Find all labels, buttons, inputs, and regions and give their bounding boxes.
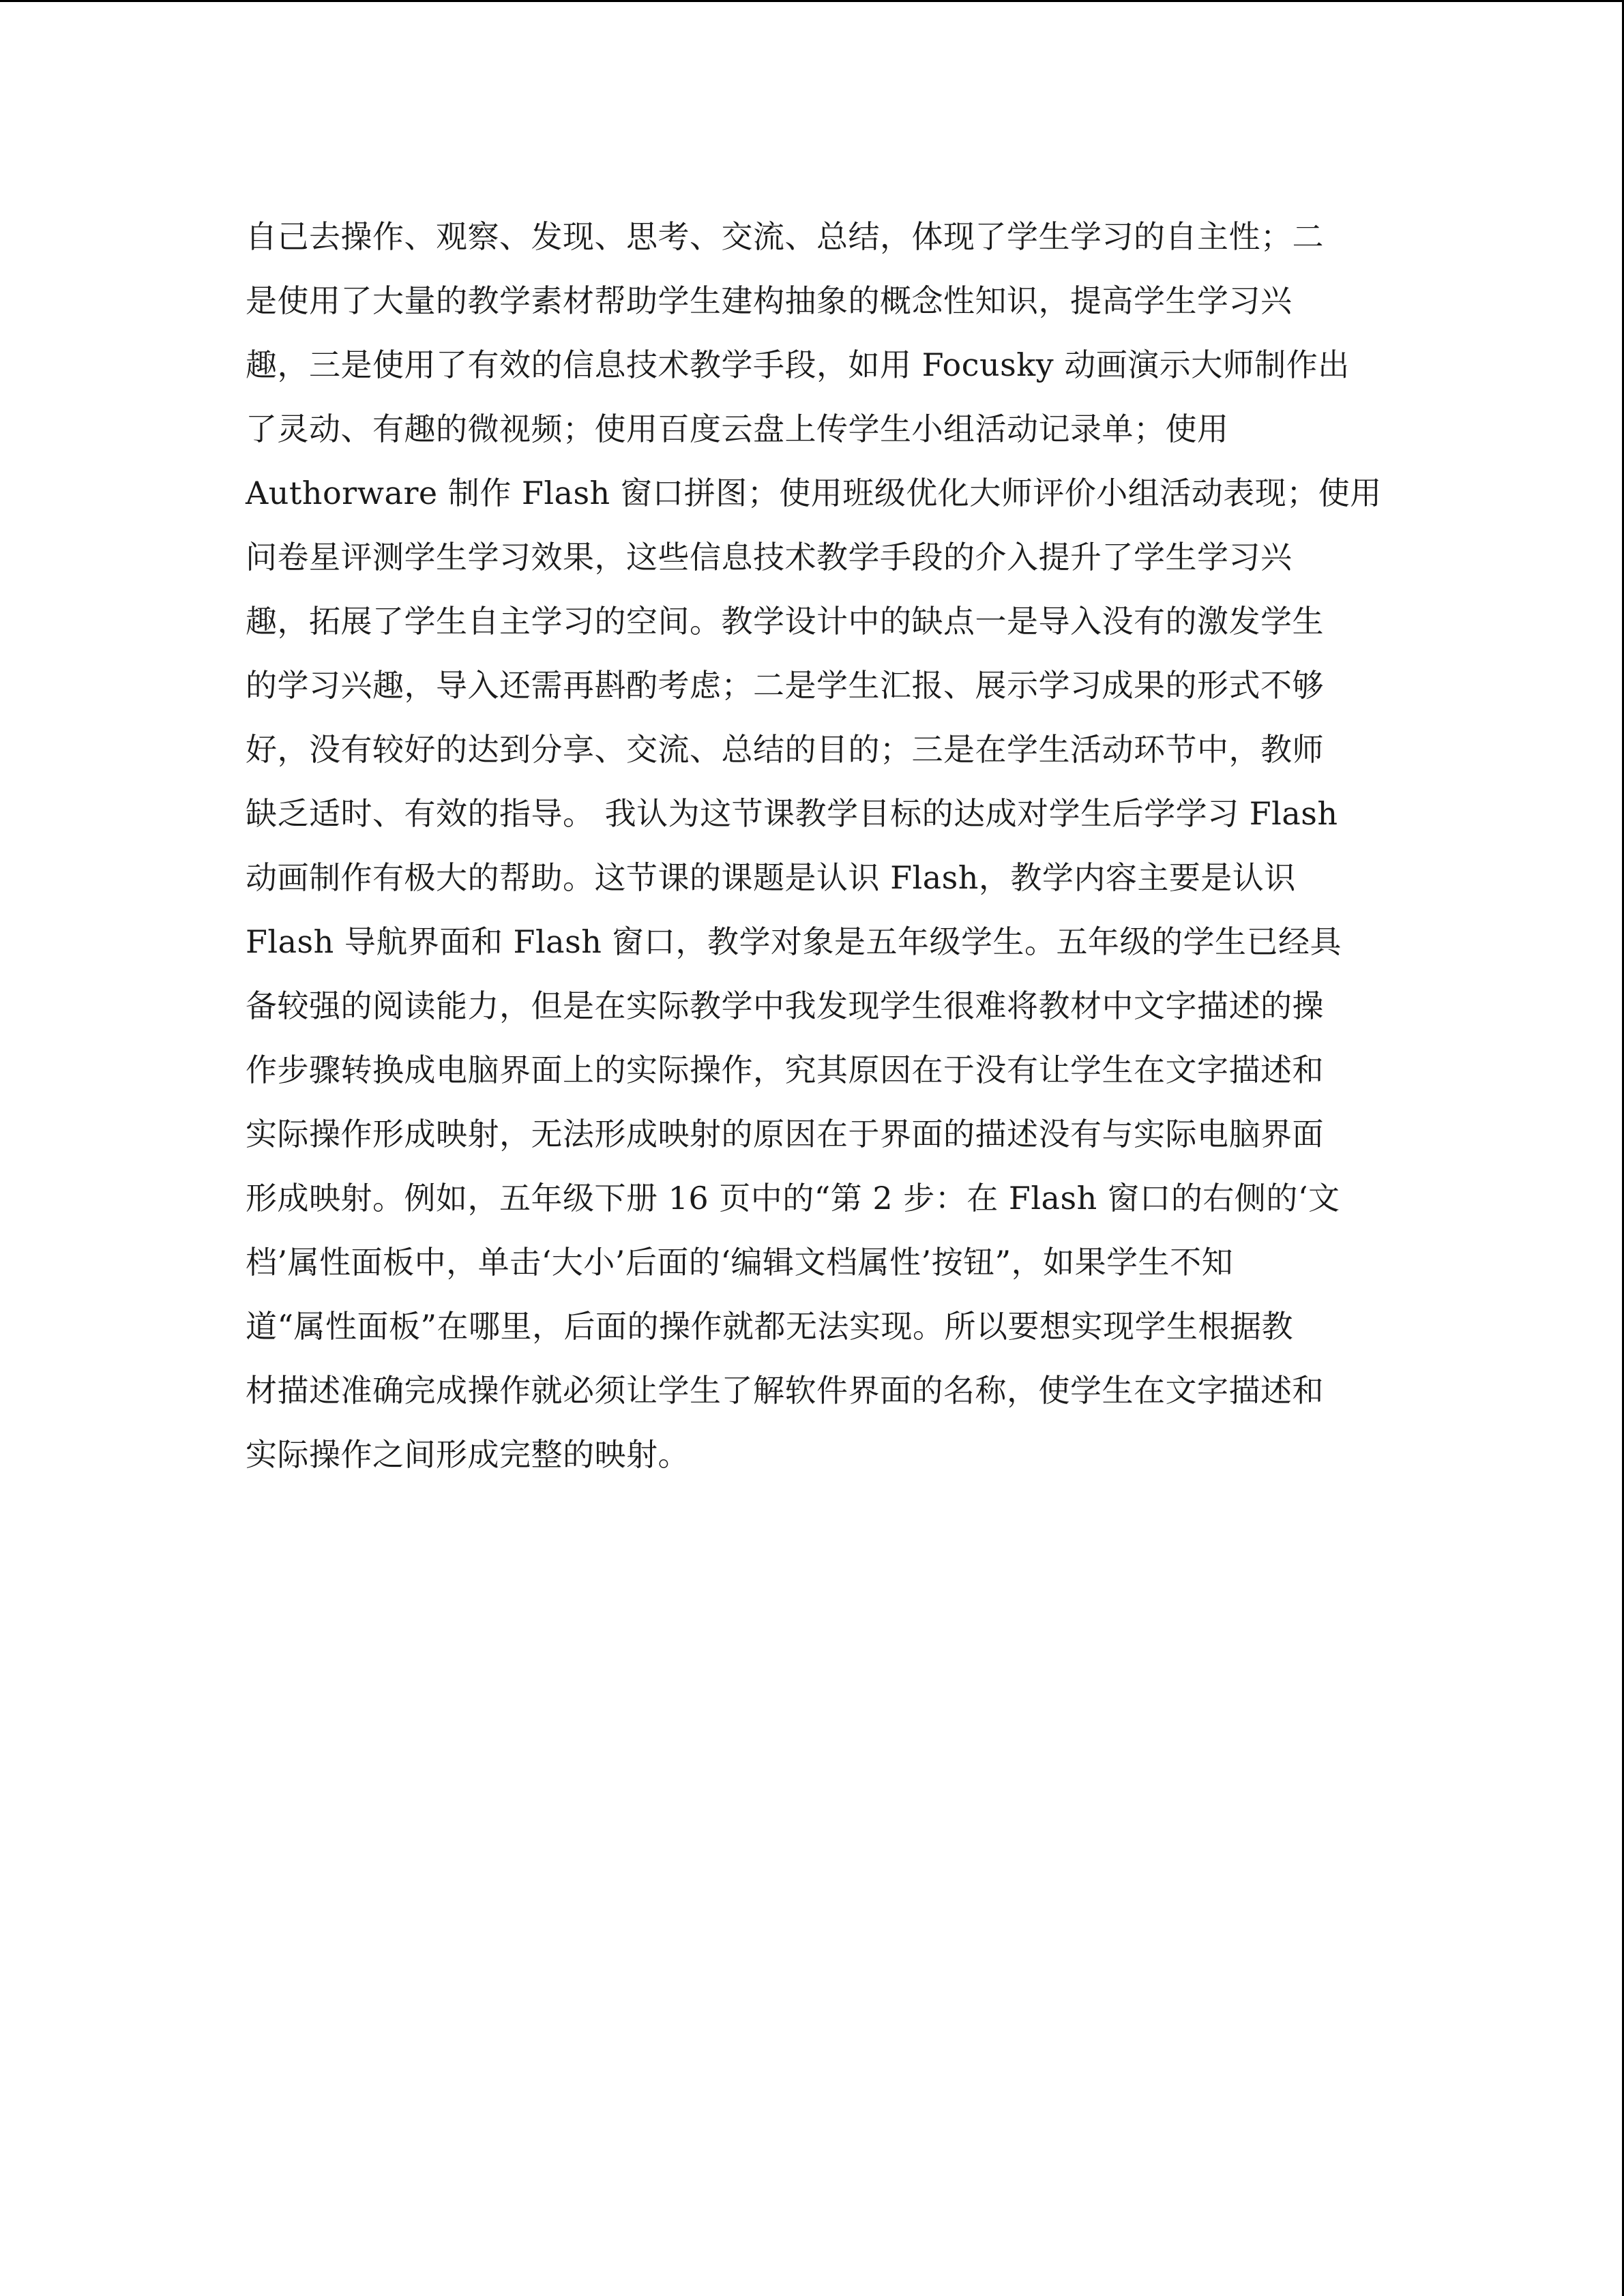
text-line: 作步骤转换成电脑界面上的实际操作，究其原因在于没有让学生在文字描述和 (246, 1052, 1324, 1088)
text-line: 缺乏适时、有效的指导。 我认为这节课教学目标的达成对学生后学学习 Flash (246, 795, 1338, 832)
text-line: 的学习兴趣，导入还需再斟酌考虑；二是学生汇报、展示学习成果的形式不够 (246, 667, 1324, 704)
text-line: Flash 导航界面和 Flash 窗口，教学对象是五年级学生。五年级的学生已经具 (246, 923, 1342, 960)
text-line: 备较强的阅读能力，但是在实际教学中我发现学生很难将教材中文字描述的操 (246, 987, 1324, 1024)
text-line: Authorware 制作 Flash 窗口拼图；使用班级优化大师评价小组活动表现；使用 (246, 475, 1382, 511)
text-line: 好，没有较好的达到分享、交流、总结的目的；三是在学生活动环节中，教师 (246, 731, 1324, 768)
text-line: 实际操作之间形成完整的映射。 (246, 1436, 690, 1473)
text-line: 趣，拓展了学生自主学习的空间。教学设计中的缺点一是导入没有的激发学生 (246, 603, 1324, 640)
text-line: 趣，三是使用了有效的信息技术教学手段，如用 Focusky 动画演示大师制作出 (246, 346, 1350, 383)
text-line: 了灵动、有趣的微视频；使用百度云盘上传学生小组活动记录单；使用 (246, 411, 1229, 447)
text-line: 是使用了大量的教学素材帮助学生建构抽象的概念性知识，提高学生学习兴 (246, 282, 1293, 319)
text-line: 道“属性面板”在哪里，后面的操作就都无法实现。所以要想实现学生根据教 (246, 1308, 1294, 1345)
text-line: 自己去操作、观察、发现、思考、交流、总结，体现了学生学习的自主性；二 (246, 218, 1324, 255)
text-line: 实际操作形成映射，无法形成映射的原因在于界面的描述没有与实际电脑界面 (246, 1116, 1324, 1152)
text-line: 材描述准确完成操作就必须让学生了解软件界面的名称，使学生在文字描述和 (246, 1372, 1324, 1409)
text-line: 形成映射。例如，五年级下册 16 页中的“第 2 步：在 Flash 窗口的右侧的‘文 (246, 1180, 1340, 1217)
text-line: 档’属性面板中，单击‘大小’后面的‘编辑文档属性’按钮”，如果学生不知 (246, 1244, 1234, 1281)
text-line: 动画制作有极大的帮助。这节课的课题是认识 Flash，教学内容主要是认识 (246, 859, 1296, 896)
body-paragraph (246, 205, 1382, 1487)
top-page-border (0, 0, 1624, 2)
text-line: 问卷星评测学生学习效果，这些信息技术教学手段的介入提升了学生学习兴 (246, 539, 1293, 576)
